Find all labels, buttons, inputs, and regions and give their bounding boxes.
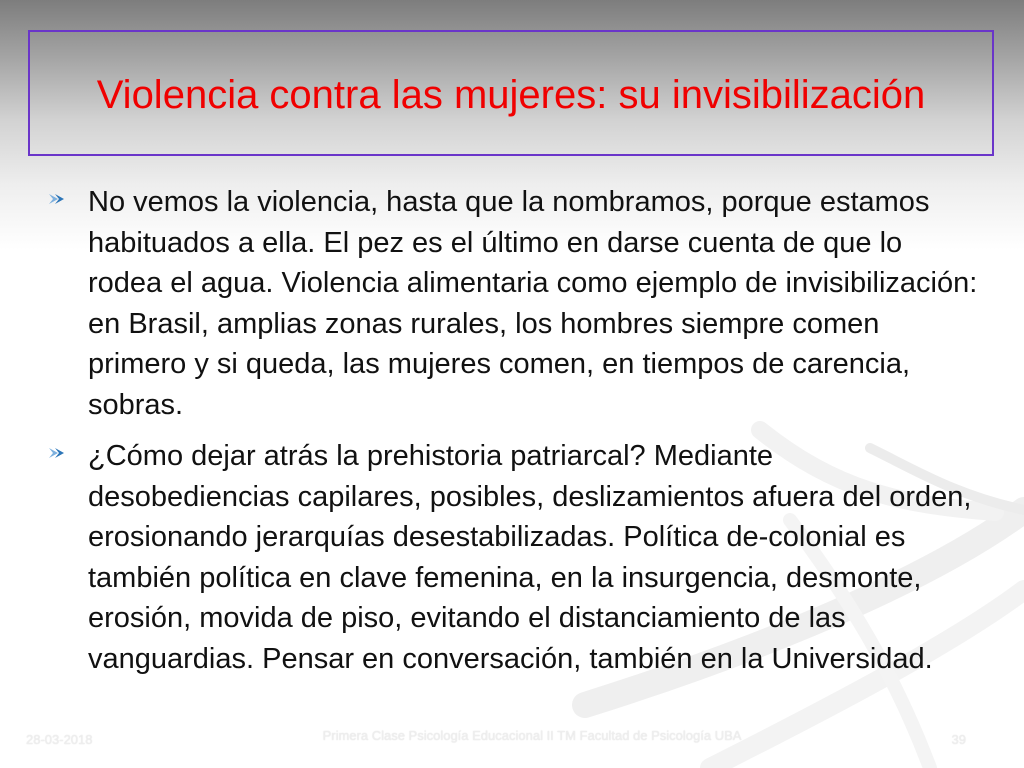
slide-footer [0, 726, 1024, 750]
slide-content [48, 182, 978, 720]
bullet-item [48, 182, 978, 425]
title-box [28, 30, 994, 156]
footer-date: 28-03-2018 [26, 732, 93, 747]
bullet-text: No vemos la violencia, hasta que la nombramos, porque estamos habituados a ella. El pez es el último en darse cuenta de que lo rodea el agua. Violencia alimentaria como ejemplo de invisibilización: en Brasil, amplias zonas rurales, los hombres siempre comen primero y si queda, las mujeres comen, en tiempos de carencia, sobras. [88, 186, 978, 421]
bullet-text: ¿Cómo dejar atrás la prehistoria patriarcal? Mediante desobediencias capilares, posibles, deslizamientos afuera del orden, erosionando jerarquías desestabilizadas. Política de-colonial es también política en clave femenina, en la insurgencia, desmonte, erosión, movida de piso, evitando el distanciamiento de las vanguardias. Pensar en conversación, también en la Universidad. [88, 440, 972, 675]
slide-title: Violencia contra las mujeres: su invisibilización [96, 73, 926, 117]
bullet-item [48, 436, 978, 679]
chevron-right-icon [48, 436, 88, 460]
chevron-right-icon [48, 182, 88, 206]
footer-course-label: Primera Clase Psicología Educacional II TM Facultad de Psicología UBA [322, 728, 742, 743]
footer-page-number: 39 [951, 732, 966, 747]
